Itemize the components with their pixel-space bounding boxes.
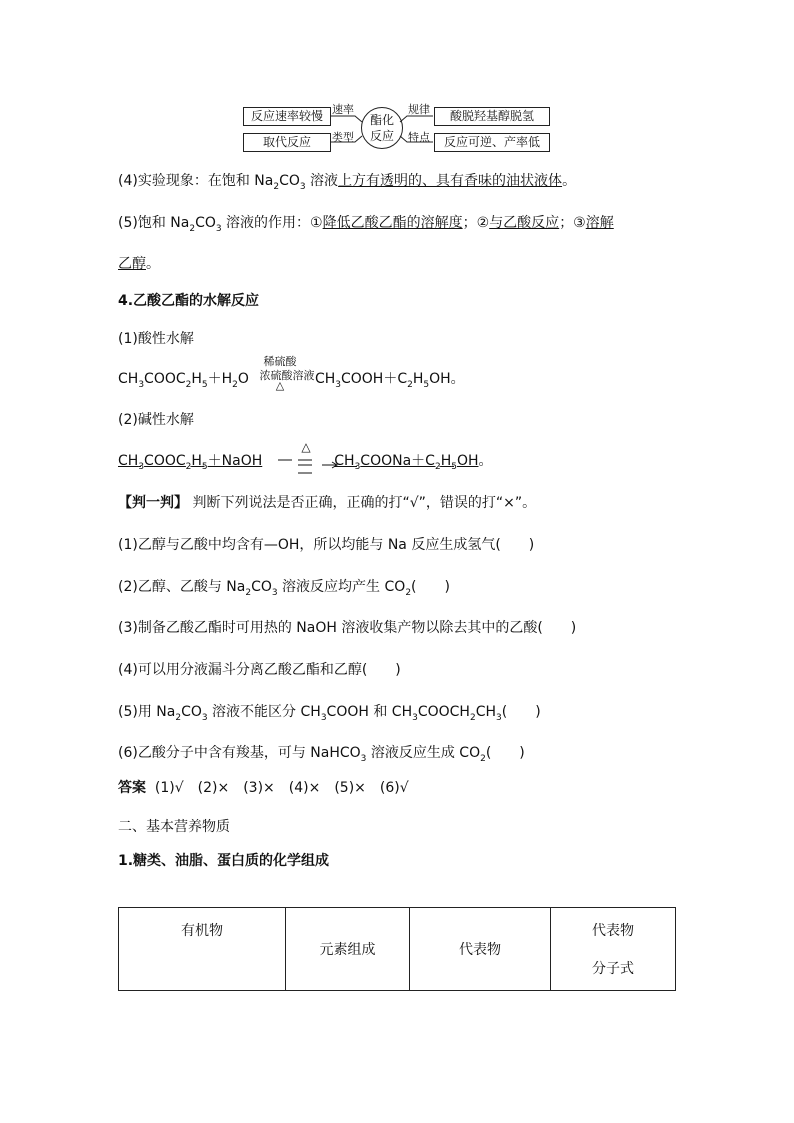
composition-table <box>118 907 676 991</box>
diagram-connectors <box>0 0 794 200</box>
type-box: 取代反应 <box>243 133 331 152</box>
type-label: 类型 <box>332 131 354 144</box>
acid-condition-bottom: △ <box>275 379 285 392</box>
circle-top-text: 酯化 <box>369 113 394 127</box>
table-header-row <box>119 908 676 991</box>
judge-q4: (4)可以用分液漏斗分离乙酸乙酯和乙醇( ) <box>118 662 401 678</box>
section-4-title: 4.乙酸乙酯的水解反应 <box>118 293 260 309</box>
paragraph-5: (5)饱和 $Na_2CO_3$ 溶液的作用：①降低乙酸乙酯的溶解度；②与乙酸反应；③溶解 <box>118 215 614 234</box>
base-hydrolysis-title: (2)碱性水解 <box>118 412 194 428</box>
judge-q1: (1)乙醇与乙酸中均含有—OH，所以均能与 Na 反应生成氢气( ) <box>118 537 535 553</box>
judge-intro: 【判一判】 判断下列说法是否正确，正确的打“√”，错误的打“×”。 <box>118 495 537 511</box>
header-elements: 元素组成 <box>286 908 410 991</box>
header-organic: 有机物 <box>119 908 286 991</box>
acid-hydrolysis-equation: $CH_3COOC_2H_5+H_2O$ $CH_3COOH+C_2H_5OH$。 <box>118 371 465 390</box>
judge-q2: (2)乙醇、乙酸与 $Na_2CO_3$ 溶液反应均产生 $CO_2$( ) <box>118 579 450 598</box>
rate-box: 反应速率较慢 <box>243 107 331 126</box>
base-condition-heat: △ <box>301 440 311 454</box>
rate-label: 速率 <box>332 103 354 116</box>
acid-condition-top: 稀硫酸 <box>263 355 297 368</box>
answer-line: 答案 (1)√ (2)× (3)× (4)× (5)× (6)√ <box>118 780 409 796</box>
feature-box: 反应可逆、产率低 <box>434 133 550 152</box>
circle-bottom-text: 反应 <box>369 129 394 143</box>
base-arrow <box>274 455 340 477</box>
judge-q6: (6)乙酸分子中含有羧基，可与 NaHCO$_3$ 溶液反应生成 $CO_2$( ) <box>118 745 525 764</box>
acid-hydrolysis-title: (1)酸性水解 <box>118 331 194 347</box>
judge-q5: (5)用 $Na_2CO_3$ 溶液不能区分 $CH_3COOH$ 和 $CH_3COOCH_2CH_3$( ) <box>118 704 541 723</box>
paragraph-4: (4)实验现象：在饱和 $Na_2CO_3$ 溶液上方有透明的、具有香味的油状液体。 <box>118 173 577 192</box>
rule-box: 酸脱羟基醇脱氢 <box>434 107 550 126</box>
header-representative: 代表物 <box>410 908 551 991</box>
feature-label: 特点 <box>408 131 430 144</box>
rule-label: 规律 <box>408 103 430 116</box>
judge-q3: (3)制备乙酸乙酯时可用热的 NaOH 溶液收集产物以除去其中的乙酸( ) <box>118 620 577 636</box>
subsection-1-title: 1.糖类、油脂、蛋白质的化学组成 <box>118 853 330 869</box>
paragraph-5-cont: 乙醇。 <box>118 256 160 272</box>
header-formula: 代表物 分子式 <box>551 908 676 991</box>
acid-condition-middle: 浓硫酸溶液 <box>259 369 315 382</box>
section-2-title: 二、基本营养物质 <box>118 819 230 835</box>
base-hydrolysis-equation: $CH_3COOC_2H_5+NaOH$ $CH_3COONa+C_2H_5OH$。 <box>118 453 493 472</box>
